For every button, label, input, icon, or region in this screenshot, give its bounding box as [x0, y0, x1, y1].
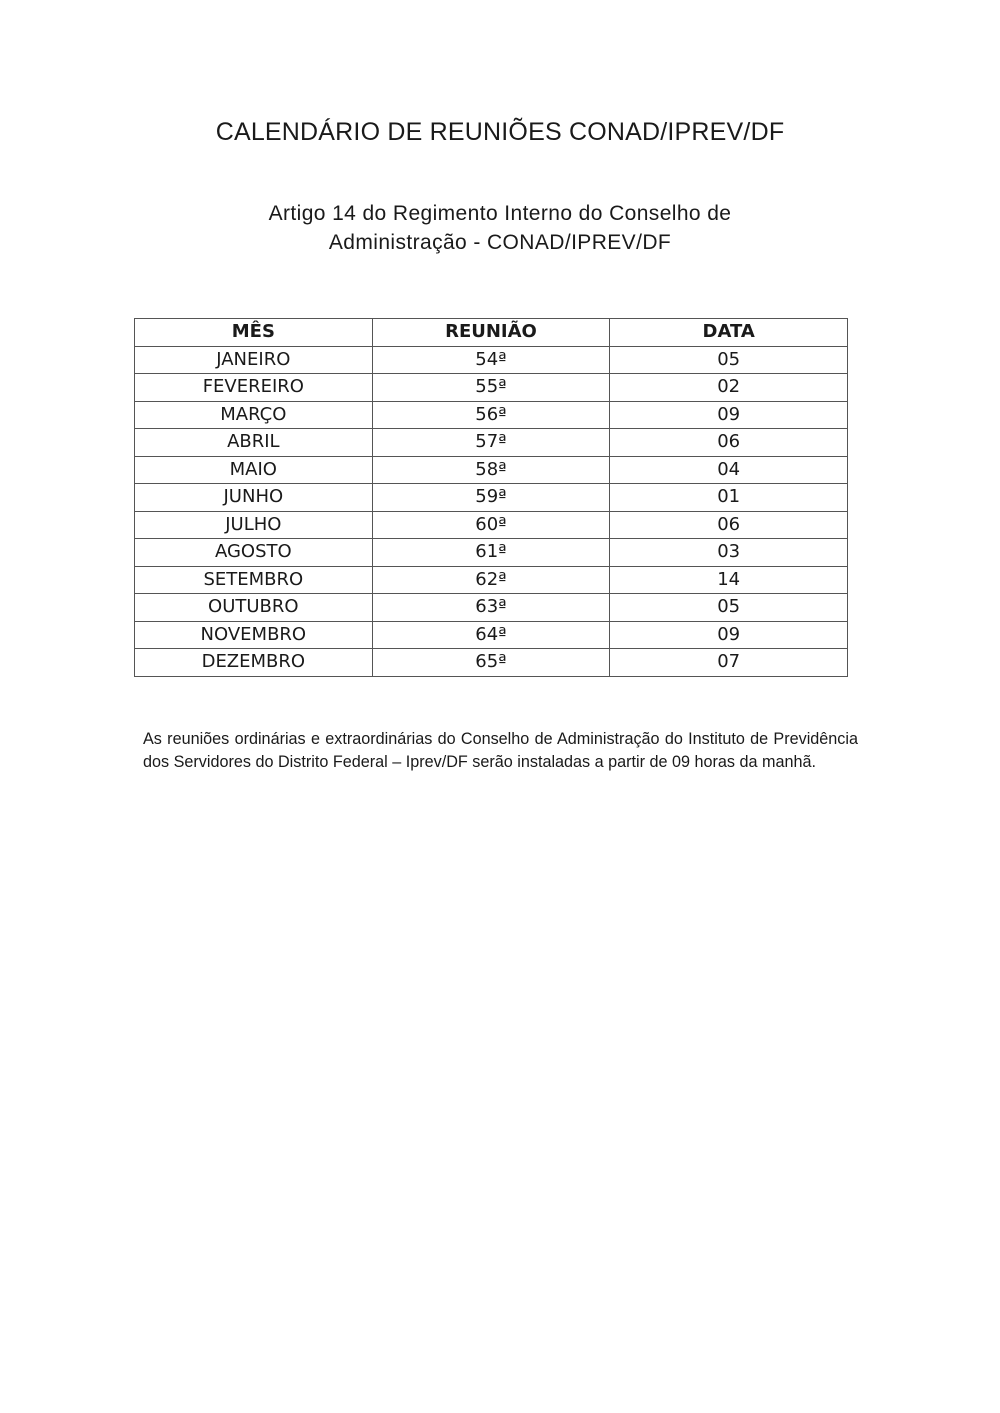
meeting-calendar-table [134, 318, 848, 677]
meeting-number-cell: 54ª [372, 346, 610, 374]
column-header-meeting: REUNIÃO [372, 319, 610, 347]
month-cell: JUNHO [135, 484, 373, 512]
table-row [135, 566, 848, 594]
meeting-number-cell: 64ª [372, 621, 610, 649]
month-cell: JANEIRO [135, 346, 373, 374]
date-cell: 06 [610, 511, 848, 539]
table-row [135, 511, 848, 539]
month-cell: JULHO [135, 511, 373, 539]
table-row [135, 401, 848, 429]
date-cell: 06 [610, 429, 848, 457]
meeting-number-cell: 56ª [372, 401, 610, 429]
month-cell: SETEMBRO [135, 566, 373, 594]
date-cell: 07 [610, 649, 848, 677]
meeting-number-cell: 57ª [372, 429, 610, 457]
date-cell: 05 [610, 594, 848, 622]
meeting-number-cell: 59ª [372, 484, 610, 512]
table-row [135, 649, 848, 677]
meeting-number-cell: 58ª [372, 456, 610, 484]
meeting-number-cell: 61ª [372, 539, 610, 567]
month-cell: ABRIL [135, 429, 373, 457]
month-cell: AGOSTO [135, 539, 373, 567]
table-row [135, 484, 848, 512]
subtitle-line: Administração - CONAD/IPREV/DF [328, 231, 672, 254]
meeting-number-cell: 60ª [372, 511, 610, 539]
month-cell: FEVEREIRO [135, 374, 373, 402]
meeting-number-cell: 63ª [372, 594, 610, 622]
date-cell: 03 [610, 539, 848, 567]
table-row [135, 346, 848, 374]
table-header-row [135, 319, 848, 347]
column-header-date: DATA [610, 319, 848, 347]
month-cell: MARÇO [135, 401, 373, 429]
subtitle [0, 199, 1000, 257]
table-row [135, 429, 848, 457]
table-body [135, 346, 848, 676]
table-row [135, 374, 848, 402]
date-cell: 09 [610, 621, 848, 649]
meeting-note: As reuniões ordinárias e extraordinárias do Conselho de Administração do Instituto de Previdência dos Servidores do Distrito Federal – Iprev/DF serão instaladas a partir de 09 horas da manhã. [143, 730, 858, 771]
subtitle-line: Artigo 14 do Regimento Interno do Conselho de [268, 202, 732, 225]
date-cell: 14 [610, 566, 848, 594]
month-cell: MAIO [135, 456, 373, 484]
page-title: CALENDÁRIO DE REUNIÕES CONAD/IPREV/DF [215, 118, 785, 146]
month-cell: NOVEMBRO [135, 621, 373, 649]
table-row [135, 621, 848, 649]
date-cell: 09 [610, 401, 848, 429]
date-cell: 01 [610, 484, 848, 512]
table-row [135, 594, 848, 622]
meeting-number-cell: 62ª [372, 566, 610, 594]
column-header-month: MÊS [135, 319, 373, 347]
meeting-number-cell: 55ª [372, 374, 610, 402]
table-row [135, 456, 848, 484]
date-cell: 04 [610, 456, 848, 484]
meeting-number-cell: 65ª [372, 649, 610, 677]
table-row [135, 539, 848, 567]
month-cell: DEZEMBRO [135, 649, 373, 677]
date-cell: 05 [610, 346, 848, 374]
date-cell: 02 [610, 374, 848, 402]
month-cell: OUTUBRO [135, 594, 373, 622]
